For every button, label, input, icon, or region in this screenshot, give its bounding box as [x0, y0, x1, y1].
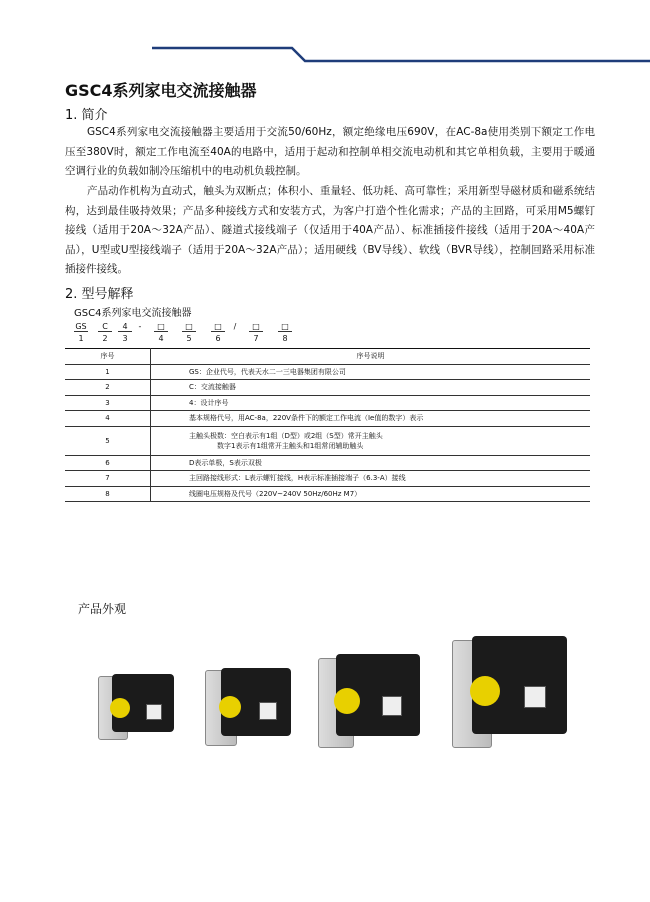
- intro-paragraph-1: GSC4系列家电交流接触器主要适用于交流50/60Hz，额定绝缘电压690V，在AC-8a使用类别下额定工作电压至380V时，额定工作电流至40A的电路中，适用于起动和控制单相交流电动机和其它单相负载，主要用于暖通空调行业的负载如制冷压缩机中的电动机负载控制。: [65, 126, 595, 177]
- row-desc: D表示单极，S表示双极: [151, 455, 591, 471]
- code-index: 8: [282, 334, 288, 343]
- row-no: 2: [65, 380, 151, 396]
- product-heading: 产品外观: [78, 602, 127, 616]
- code-part: □: [154, 322, 168, 332]
- row-desc: 主回路接线形式：L表示螺钉接线，H表示标准插接端子（6.3-A）接线: [151, 471, 591, 487]
- code-index: 4: [158, 334, 164, 343]
- product-image-4: [452, 630, 570, 748]
- code-index: 1: [78, 334, 84, 343]
- table-row: [65, 486, 590, 502]
- model-subtitle: GSC4系列家电交流接触器: [74, 308, 192, 319]
- product-image-3: [318, 648, 423, 748]
- intro-heading: 1. 简介: [65, 108, 108, 123]
- row-no: 6: [65, 455, 151, 471]
- code-part: □: [249, 322, 263, 332]
- row-desc: GS：企业代号，代表天水二一三电器集团有限公司: [151, 364, 591, 380]
- code-index: 5: [186, 334, 192, 343]
- product-image-1: [98, 668, 178, 740]
- table-row: [65, 426, 590, 455]
- product-image-2: [205, 662, 295, 746]
- intro-paragraph-2: 产品动作机构为直动式，触头为双断点；体积小、重量轻、低功耗、高可靠性；采用新型导磁材质和磁系统结构，达到最佳吸持效果；产品多种接线方式和安装方式，为客户打造个性化需求；产品的主回路，可采用M5螺钉接线（适用于20A～32A产品）、隧道式接线端子（仅适用于40A产品）、标准插接件接线（适用于20A～40A产品），U型或U型接线端子（适用于20A～32A产品）；适用硬线（BV导线）、软线（BVR导线），控制回路采用标准插接件接线。: [65, 185, 595, 275]
- code-part: □: [278, 322, 292, 332]
- page-title: GSC4系列家电交流接触器: [65, 81, 257, 100]
- row-desc: 4：设计序号: [151, 395, 591, 411]
- row-desc: 基本规格代号，用AC-8a，220V条件下的额定工作电流（Ie值的数字）表示: [151, 411, 591, 427]
- code-part: □: [182, 322, 196, 332]
- header-decoration-line: [0, 0, 650, 70]
- row-desc: 线圈电压规格及代号（220V~240V 50Hz/60Hz M7）: [151, 486, 591, 502]
- table-header: [65, 349, 590, 365]
- row-desc: [151, 426, 591, 455]
- header-no: 序号: [65, 349, 151, 365]
- row-no: 5: [65, 426, 151, 455]
- row-desc: C：交流接触器: [151, 380, 591, 396]
- row-no: 1: [65, 364, 151, 380]
- code-sep: -: [138, 322, 142, 331]
- table-row: [65, 364, 590, 380]
- row-no: 3: [65, 395, 151, 411]
- table-row: [65, 380, 590, 396]
- table-row: [65, 471, 590, 487]
- header-desc: 序号说明: [151, 349, 591, 365]
- code-index: 6: [215, 334, 221, 343]
- table-row: [65, 411, 590, 427]
- row-no: 7: [65, 471, 151, 487]
- model-heading: 2. 型号解释: [65, 287, 134, 302]
- table-row: [65, 455, 590, 471]
- code-index: 2: [102, 334, 108, 343]
- code-part: GS: [75, 322, 87, 331]
- code-part: 4: [118, 322, 132, 332]
- code-index: 3: [122, 334, 128, 343]
- table-row: [65, 395, 590, 411]
- row-no: 8: [65, 486, 151, 502]
- code-sep: /: [233, 322, 237, 331]
- row-desc-line: 主触头极数：空白表示有1组（D型）或2组（S型）常开主触头: [189, 431, 383, 440]
- code-part: C: [98, 322, 112, 332]
- code-part: □: [211, 322, 225, 332]
- row-desc-line: 数字1表示有1组常开主触头和1组常闭辅助触头: [217, 441, 364, 450]
- model-table: [65, 348, 590, 502]
- code-index: 7: [253, 334, 259, 343]
- row-no: 4: [65, 411, 151, 427]
